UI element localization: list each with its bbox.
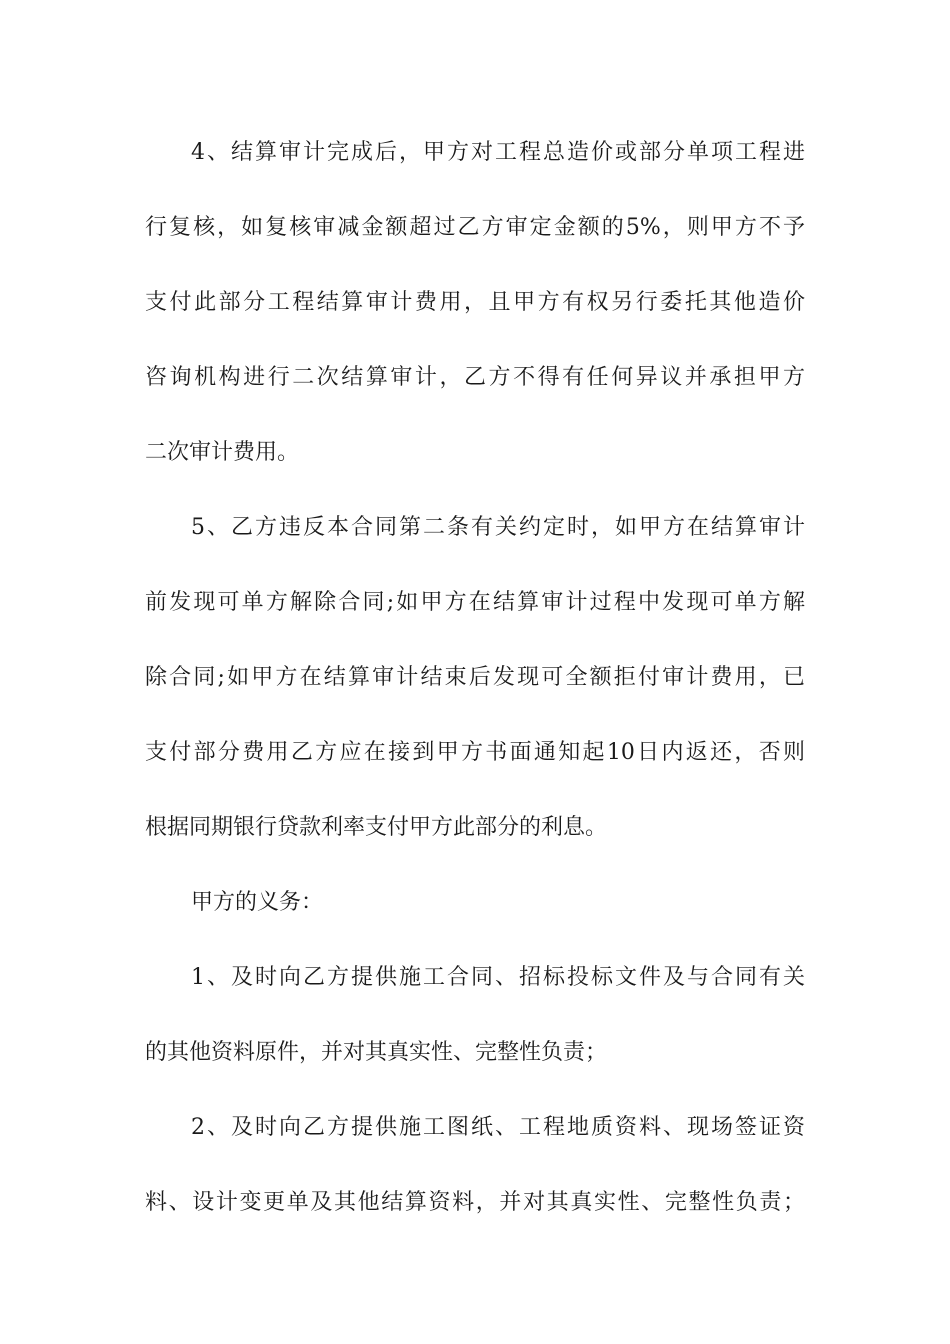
clause-4-line-5: 二次审计费用。 [145,440,300,465]
clause-4-line-1: 4、结算审计完成后，甲方对工程总造价或部分单项工程进 [191,140,805,165]
clause-5-line-5: 根据同期银行贷款利率支付甲方此部分的利息。 [145,815,608,840]
clause-5-line-1: 5、乙方违反本合同第二条有关约定时，如甲方在结算审计 [191,515,805,540]
section-heading-party-a-obligations: 甲方的义务： [191,890,324,915]
obligation-2-line-2: 料、设计变更单及其他结算资料，并对其真实性、完整性负责； [145,1190,805,1215]
clause-5-line-4: 支付部分费用乙方应在接到甲方书面通知起10日内返还，否则 [145,740,805,765]
clause-5-line-3: 除合同;如甲方在结算审计结束后发现可全额拒付审计费用，已 [145,665,805,690]
clause-4-line-3: 支付此部分工程结算审计费用，且甲方有权另行委托其他造价 [145,290,805,315]
obligation-2-line-1: 2、及时向乙方提供施工图纸、工程地质资料、现场签证资 [191,1115,805,1140]
obligation-1-line-2: 的其他资料原件，并对其真实性、完整性负责； [145,1040,608,1065]
document-body [145,124,805,1249]
clause-4-line-2: 行复核，如复核审减金额超过乙方审定金额的5%，则甲方不予 [145,215,805,240]
clause-4-line-4: 咨询机构进行二次结算审计，乙方不得有任何异议并承担甲方 [145,365,805,390]
clause-5-line-2: 前发现可单方解除合同;如甲方在结算审计过程中发现可单方解 [145,590,805,615]
obligation-1-line-1: 1、及时向乙方提供施工合同、招标投标文件及与合同有关 [191,965,805,990]
